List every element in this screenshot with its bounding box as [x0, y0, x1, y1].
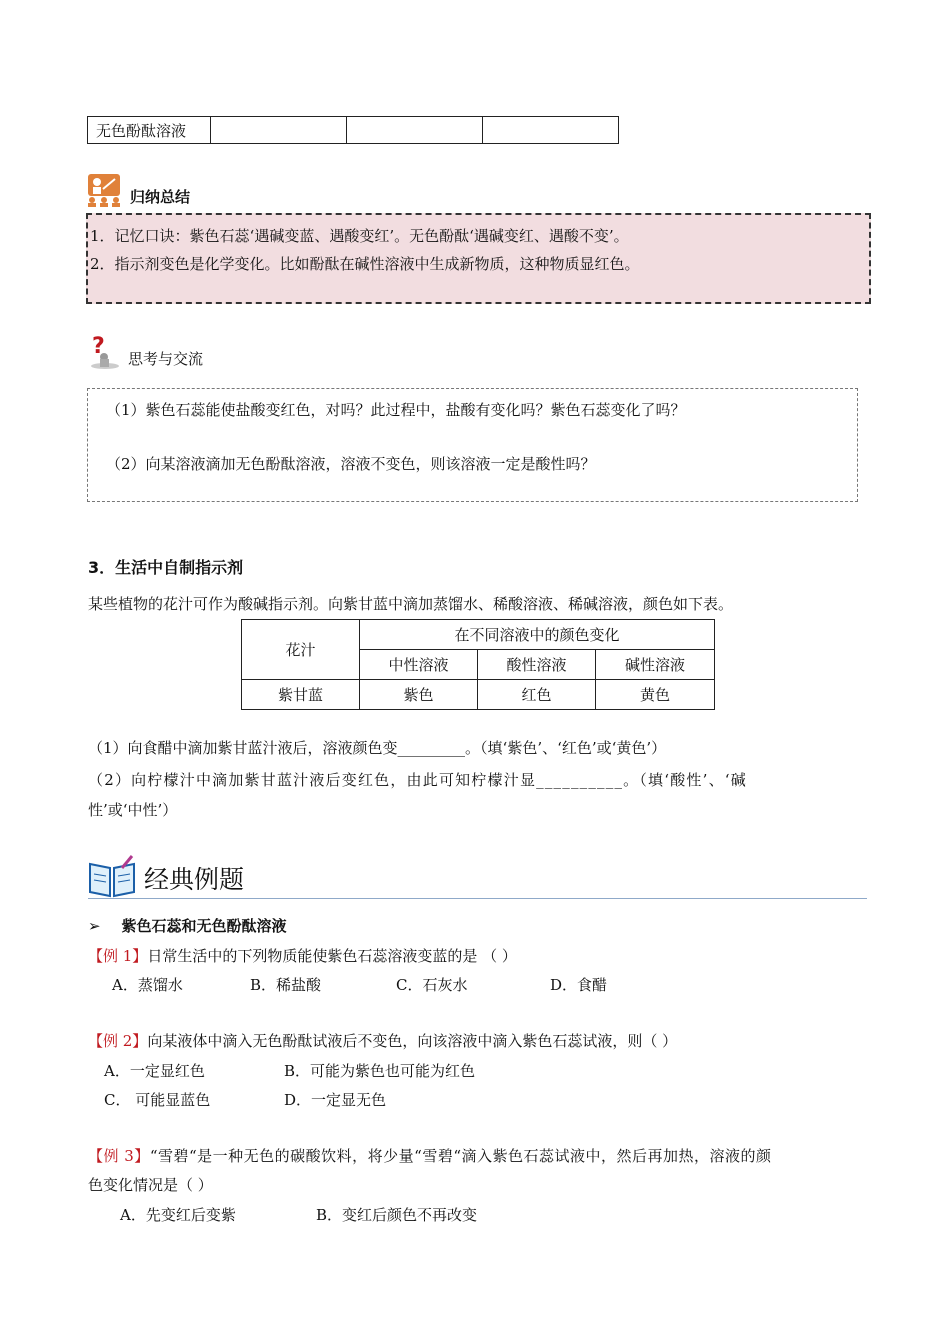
arrow-bullet-icon: ➢ [88, 917, 101, 935]
summary-item: 2．指示剂变色是化学变化。比如酚酞在碱性溶液中生成新物质，这种物质显红色。 [90, 255, 640, 273]
example-text: 向某液体中滴入无色酚酞试液后不变色，向该溶液中滴入紫色石蕊试液，则（ ） [147, 1032, 678, 1050]
option: D．食醋 [550, 976, 608, 994]
option: B．稀盐酸 [250, 976, 322, 994]
option: A．先变红后变紫 [120, 1206, 236, 1224]
example-text: 日常生活中的下列物质能使紫色石蕊溶液变蓝的是 （ ） [147, 947, 517, 965]
example-3 [88, 1145, 772, 1166]
example-text: “雪碧“是一种无色的碳酸饮料，将少量“雪碧“滴入紫色石蕊试液中，然后再加热，溶液的颜 [149, 1147, 772, 1165]
think-header [88, 333, 203, 369]
table-header-group: 在不同溶液中的颜色变化 [360, 620, 715, 650]
think-question-2: （2）向某溶液滴加无色酚酞溶液，溶液不变色，则该溶液一定是酸性吗？ [106, 455, 596, 473]
table-row-label: 无色酚酞溶液 [88, 117, 211, 144]
option: C．石灰水 [396, 976, 468, 994]
example-3-cont: 色变化情况是（ ） [88, 1176, 213, 1194]
example-label: 【例 1】 [88, 947, 148, 965]
examples-subheading [88, 915, 286, 936]
summary-item: 1．记忆口诀：紫色石蕊‘遇碱变蓝、遇酸变红’。无色酚酞‘遇碱变红、遇酸不变’。 [90, 227, 629, 245]
option: C． 可能显蓝色 [104, 1091, 211, 1109]
table-header-col: 酸性溶液 [478, 650, 596, 680]
option: A．一定显红色 [104, 1062, 205, 1080]
summary-title: 归纳总结 [130, 188, 191, 206]
cabbage-color-table [241, 619, 715, 710]
example-label: 【例 2】 [88, 1032, 148, 1050]
table-cell [483, 117, 619, 144]
teacher-icon [86, 173, 122, 207]
example-2 [88, 1030, 677, 1051]
summary-box [86, 213, 871, 304]
table-cell: 紫色 [360, 680, 478, 710]
indicator-table-fragment [87, 116, 619, 144]
option: B．变红后颜色不再改变 [316, 1206, 478, 1224]
think-question-1: （1）紫色石蕊能使盐酸变红色，对吗？此过程中，盐酸有变化吗？紫色石蕊变化了吗？ [106, 401, 686, 419]
think-title: 思考与交流 [128, 350, 204, 368]
table-cell: 黄色 [596, 680, 715, 710]
option: A．蒸馏水 [112, 976, 183, 994]
table-cell [211, 117, 347, 144]
section-intro: 某些植物的花汁可作为酸碱指示剂。向紫甘蓝中滴加蒸馏水、稀酸溶液、稀碱溶液，颜色如下表。 [88, 595, 734, 613]
exercise-question-2: （2）向柠檬汁中滴加紫甘蓝汁液后变红色，由此可知柠檬汁显__________。（填‘酸性’、‘碱 [88, 771, 747, 789]
summary-header [86, 173, 190, 207]
table-cell: 紫甘蓝 [242, 680, 360, 710]
subheading-text: 紫色石蕊和无色酚酞溶液 [121, 917, 287, 935]
option: B．可能为紫色也可能为红色 [284, 1062, 476, 1080]
examples-header [88, 852, 867, 899]
question-person-icon [88, 333, 122, 369]
exercise-question-2-cont: 性’或‘中性’） [88, 801, 178, 819]
table-cell: 红色 [478, 680, 596, 710]
option: D．一定显无色 [284, 1091, 387, 1109]
section-heading: 3．生活中自制指示剂 [88, 558, 244, 577]
exercise-question-1: （1）向食醋中滴加紫甘蓝汁液后，溶液颜色变_________。（填‘紫色’、‘红色’或‘黄色’） [88, 739, 667, 757]
table-header-col: 中性溶液 [360, 650, 478, 680]
example-1 [88, 945, 517, 966]
examples-title: 经典例题 [144, 865, 245, 894]
table-cell [347, 117, 483, 144]
table-header-juice: 花汁 [242, 620, 360, 680]
svg-text:?: ? [92, 334, 105, 359]
table-header-col: 碱性溶液 [596, 650, 715, 680]
book-icon [88, 854, 136, 898]
example-label: 【例 3】 [88, 1147, 150, 1165]
think-box [87, 388, 858, 502]
